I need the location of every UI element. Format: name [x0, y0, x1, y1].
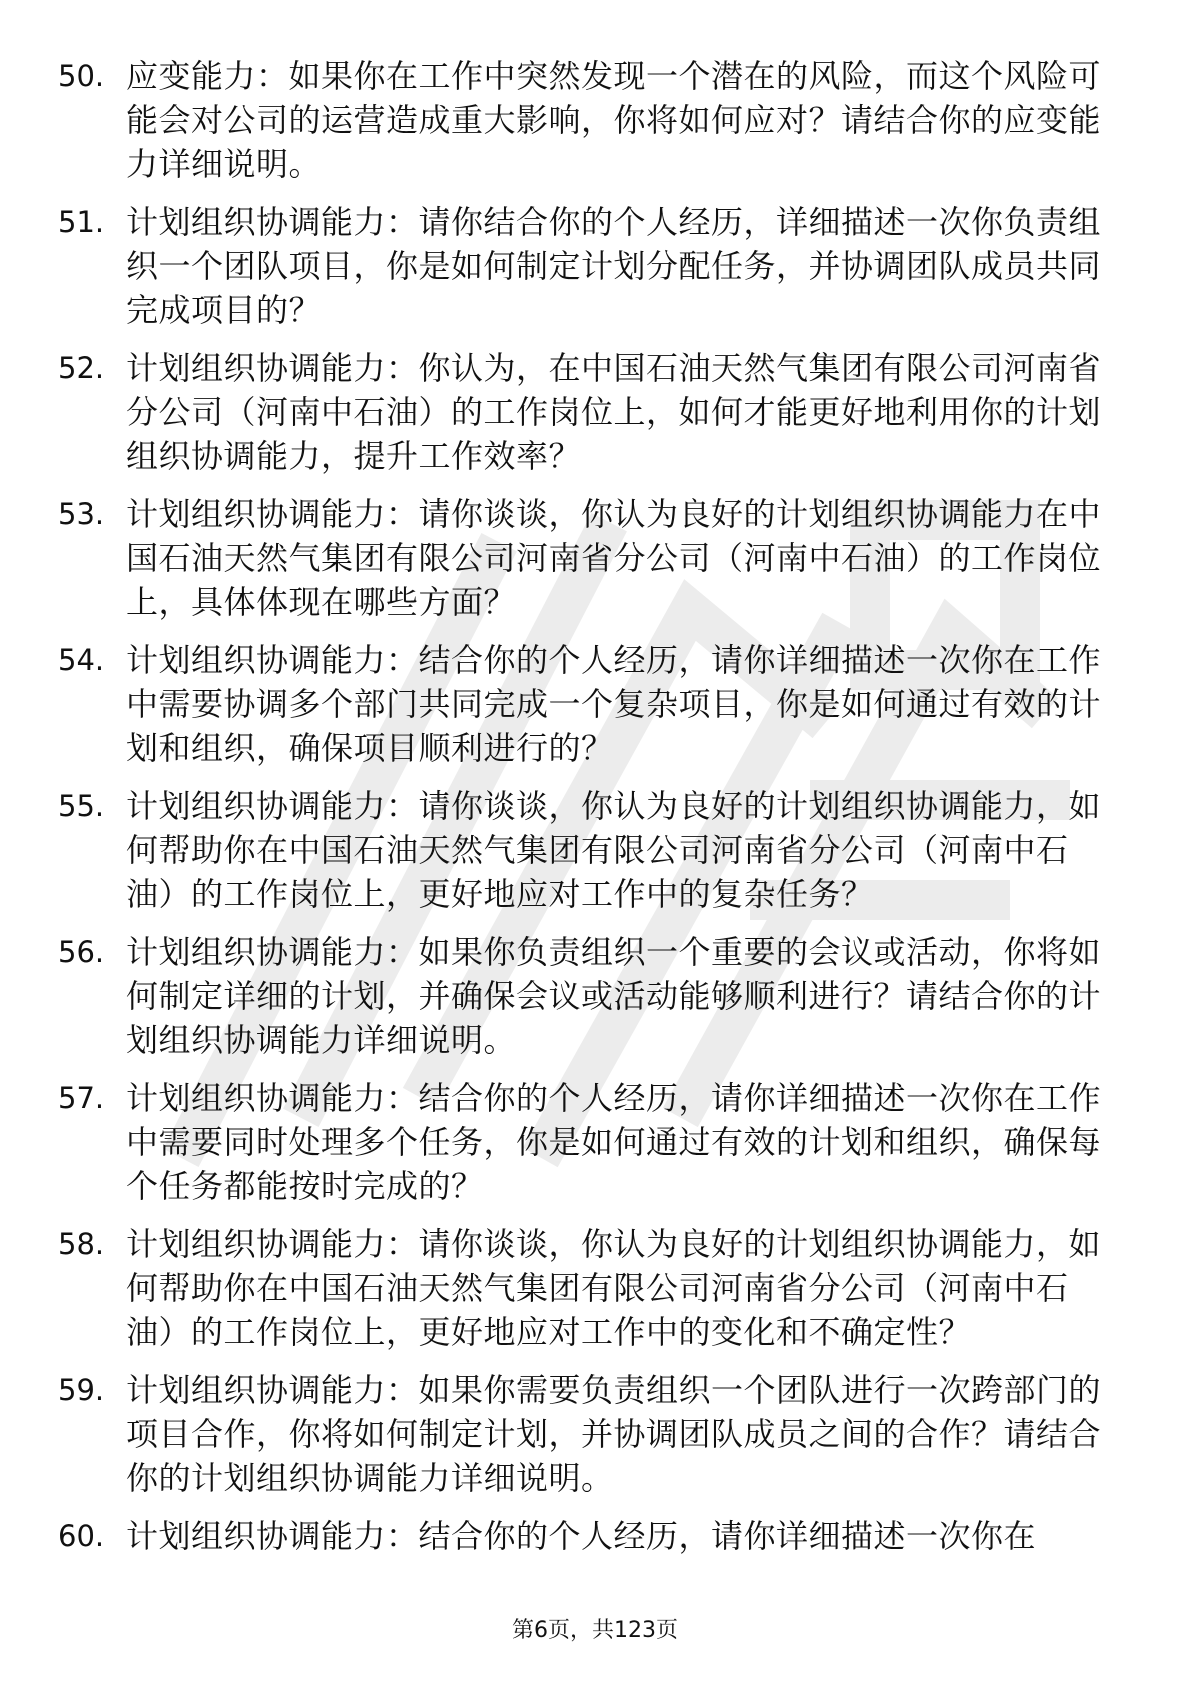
question-number: 55.	[58, 789, 105, 823]
question-number: 60.	[58, 1519, 105, 1553]
question-text: 计划组织协调能力：请你谈谈，你认为良好的计划组织协调能力，如何帮助你在中国石油天然气集团有限公司河南省分公司（河南中石油）的工作岗位上，更好地应对工作中的复杂任务？	[126, 787, 1102, 913]
list-item	[58, 492, 1108, 624]
question-number: 56.	[58, 935, 105, 969]
question-text: 计划组织协调能力：如果你负责组织一个重要的会议或活动，你将如何制定详细的计划，并确保会议或活动能够顺利进行？请结合你的计划组织协调能力详细说明。	[126, 933, 1102, 1059]
question-number: 59.	[58, 1373, 105, 1407]
list-item	[58, 1368, 1108, 1500]
list-item	[58, 930, 1108, 1062]
question-text: 计划组织协调能力：请你谈谈，你认为良好的计划组织协调能力在中国石油天然气集团有限公司河南省分公司（河南中石油）的工作岗位上，具体体现在哪些方面？	[126, 495, 1102, 621]
question-number: 51.	[58, 205, 105, 239]
question-text: 应变能力：如果你在工作中突然发现一个潜在的风险，而这个风险可能会对公司的运营造成重大影响，你将如何应对？请结合你的应变能力详细说明。	[126, 57, 1102, 183]
list-item	[58, 1222, 1108, 1354]
list-item	[58, 638, 1108, 770]
list-item	[58, 1514, 1108, 1558]
question-list	[58, 54, 1108, 1572]
page-footer: 第6页，共123页	[512, 1618, 678, 1643]
list-item	[58, 200, 1108, 332]
question-number: 52.	[58, 351, 105, 385]
question-text: 计划组织协调能力：结合你的个人经历，请你详细描述一次你在工作中需要协调多个部门共同完成一个复杂项目，你是如何通过有效的计划和组织，确保项目顺利进行的？	[126, 641, 1102, 767]
question-text: 计划组织协调能力：如果你需要负责组织一个团队进行一次跨部门的项目合作，你将如何制定计划，并协调团队成员之间的合作？请结合你的计划组织协调能力详细说明。	[126, 1371, 1102, 1497]
question-number: 54.	[58, 643, 105, 677]
list-item	[58, 784, 1108, 916]
question-text: 计划组织协调能力：请你结合你的个人经历，详细描述一次你负责组织一个团队项目，你是如何制定计划分配任务，并协调团队成员共同完成项目的？	[126, 203, 1102, 329]
question-number: 58.	[58, 1227, 105, 1261]
question-text: 计划组织协调能力：结合你的个人经历，请你详细描述一次你在工作中需要同时处理多个任务，你是如何通过有效的计划和组织，确保每个任务都能按时完成的？	[126, 1079, 1102, 1205]
question-number: 53.	[58, 497, 105, 531]
question-text: 计划组织协调能力：结合你的个人经历，请你详细描述一次你在	[126, 1517, 1037, 1555]
list-item	[58, 346, 1108, 478]
question-text: 计划组织协调能力：请你谈谈，你认为良好的计划组织协调能力，如何帮助你在中国石油天然气集团有限公司河南省分公司（河南中石油）的工作岗位上，更好地应对工作中的变化和不确定性？	[126, 1225, 1102, 1351]
question-text: 计划组织协调能力：你认为，在中国石油天然气集团有限公司河南省分公司（河南中石油）的工作岗位上，如何才能更好地利用你的计划组织协调能力，提升工作效率？	[126, 349, 1102, 475]
list-item	[58, 1076, 1108, 1208]
question-number: 57.	[58, 1081, 105, 1115]
list-item	[58, 54, 1108, 186]
question-number: 50.	[58, 59, 105, 93]
